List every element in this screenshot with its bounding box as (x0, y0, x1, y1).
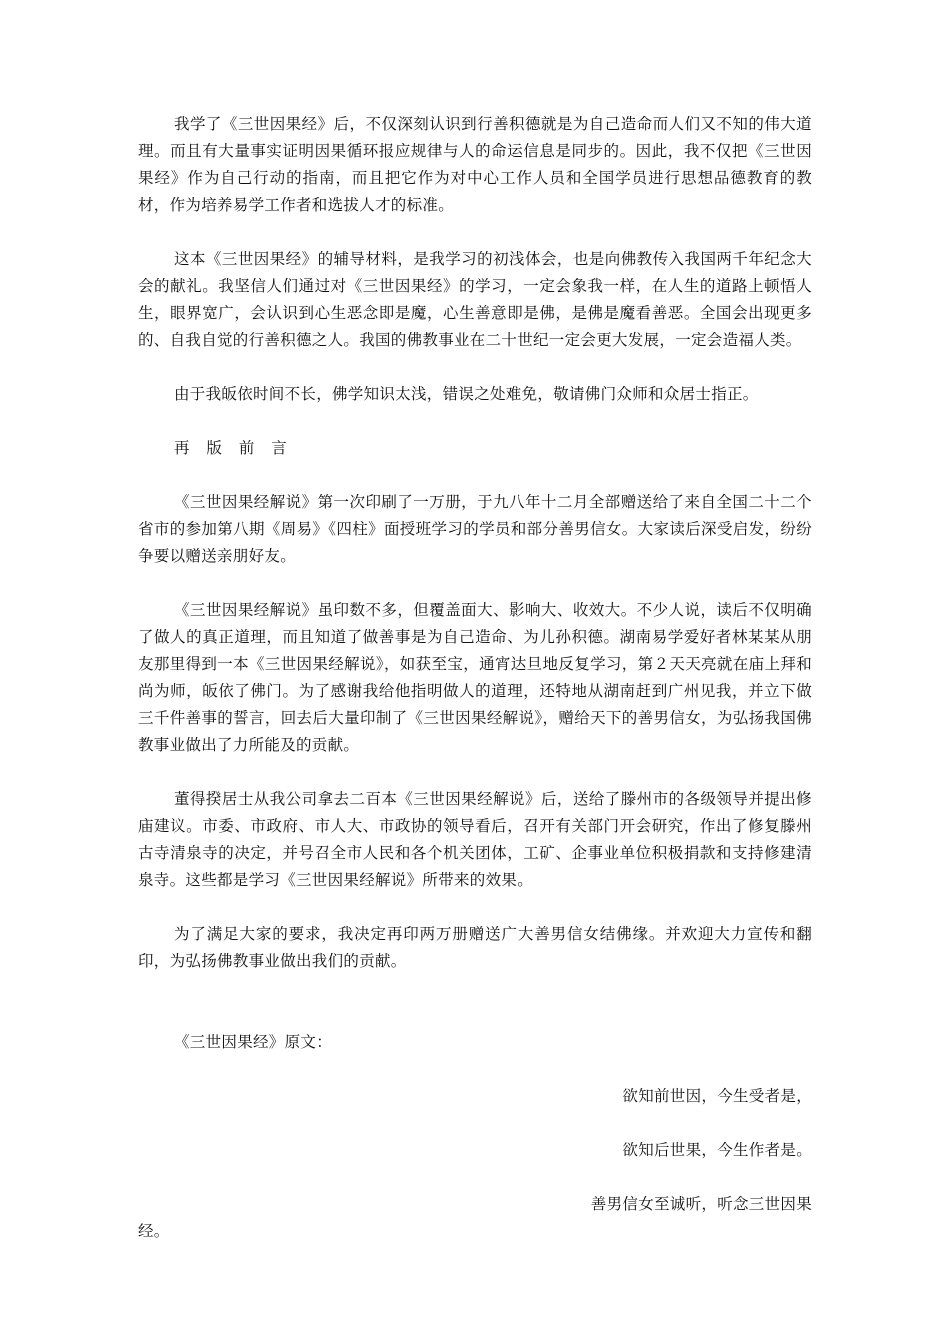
verse-line-3-tail: 经。 (138, 1222, 170, 1240)
paragraph-tutoring-material: 这本《三世因果经》的辅导材料，是我学习的初浅体会，也是向佛教传入我国两千年纪念大会的献礼。我坚信人们通过对《三世因果经》的学习，一定会象我一样，在人生的道路上顿悟人生，眼界宽广，会认识到心生恶念即是魔，心生善意即是佛，是佛是魔看善恶。全国会出现更多的、自我自觉的行善积德之人。我国的佛教事业在二十世纪一定会更大发展，一定会造福人类。 (138, 250, 812, 349)
paragraph-influence: 《三世因果经解说》虽印数不多，但覆盖面大、影响大、收效大。不少人说，读后不仅明确了做人的真正道理，而且知道了做善事是为自己造命、为儿孙积德。湖南易学爱好者林某某从朋友那里得到一本《三世因果经解说》，如获至宝，通宵达旦地反复学习，第２天天亮就在庙上拜和尚为师，皈依了佛门。为了感谢我给他指明做人的道理，还特地从湖南赶到广州见我，并立下做三千件善事的誓言，回去后大量印制了《三世因果经解说》，赠给天下的善男信女，为弘扬我国佛教事业做出了力所能及的贡献。 (138, 601, 812, 754)
paragraph-second-printing: 为了满足大家的要求，我决定再印两万册赠送广大善男信女结佛缘。并欢迎大力宣传和翻印，为弘扬佛教事业做出我们的贡献。 (138, 925, 812, 970)
verse-line-3 (138, 1191, 812, 1245)
section-heading-reprint-preface: 再 版 前 言 (174, 439, 293, 457)
original-text-label: 《三世因果经》原文： (174, 1033, 333, 1051)
paragraph-study: 我学了《三世因果经》后，不仅深刻认识到行善积德就是为自己造命而人们又不知的伟大道理。而且有大量事实证明因果循环报应规律与人的命运信息是同步的。因此，我不仅把《三世因果经》作为自己行动的指南，而且把它作为对中心工作人员和全国学员进行思想品德教育的教材，作为培养易学工作者和选拔人才的标准。 (138, 115, 812, 214)
paragraph-tengzhou: 董得揆居士从我公司拿去二百本《三世因果经解说》后，送给了滕州市的各级领导并提出修庙建议。市委、市政府、市人大、市政协的领导看后，召开有关部门开会研究，作出了修复滕州古寺清泉寺的决定，并号召全市人民和各个机关团体，工矿、企事业单位积极捐款和支持修建清泉寺。这些都是学习《三世因果经解说》所带来的效果。 (138, 790, 812, 889)
paragraph-apology: 由于我皈依时间不长，佛学知识太浅，错误之处难免，敬请佛门众师和众居士指正。 (174, 385, 759, 403)
verse-line-2: 欲知后世果，今生作者是。 (622, 1141, 812, 1159)
document-page (138, 111, 812, 1245)
paragraph-first-printing: 《三世因果经解说》第一次印刷了一万册，于九八年十二月全部赠送给了来自全国二十二个省市的参加第八期《周易》《四柱》面授班学习的学员和部分善男信女。大家读后深受启发，纷纷争要以赠送亲朋好友。 (138, 493, 812, 565)
verse-line-1: 欲知前世因，今生受者是， (622, 1087, 812, 1105)
verse-line-3-lead: 善男信女至诚听，听念三世因果 (590, 1195, 812, 1213)
